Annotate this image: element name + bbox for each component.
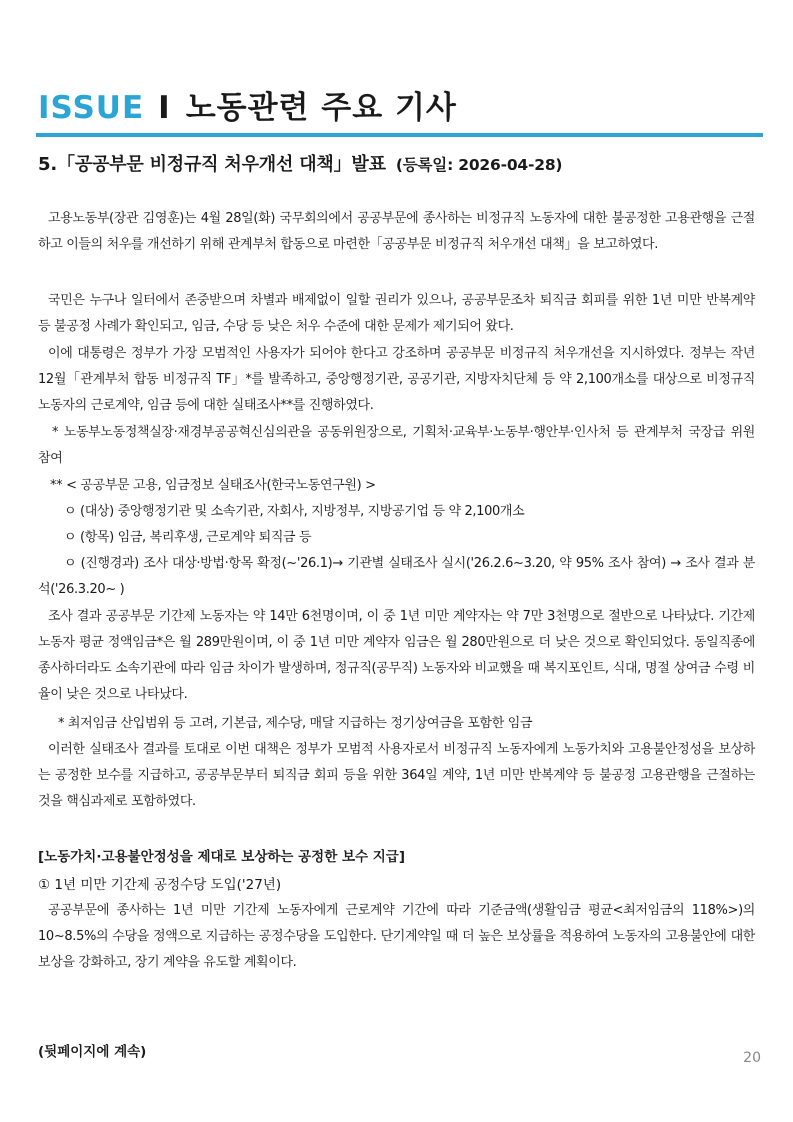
paragraph-1: 고용노동부(장관 김영훈)는 4월 28일(화) 국무회의에서 공공부문에 종사하는 비정규직 노동자에 대한 불공정한 고용관행을 근절하고 이들의 처우를 개선하기 위해 관계부처 합동으로 마련한「공공부문 비정규직 처우개선 대책」을 보고하였다. (38, 211, 755, 252)
footnote-tf-members: * 노동부노동정책실장·재경부공공혁신심의관을 공동위원장으로, 기획처·교육부·노동부·행안부·인사처 등 관계부처 국장급 위원 참여 (38, 425, 755, 466)
page-number: 20 (743, 1050, 761, 1066)
paragraph-4: 조사 결과 공공부문 기간제 노동자는 약 14만 6천명이며, 이 중 1년 미만 계약자는 약 7만 3천명으로 절반으로 나타났다. 기간제 노동자 평균 정액임금*은 월 289만원이며, 이 중 1년 미만 계약자 임금은 월 280만원으로 더 낮은 것으로 확인되었다. 동일직종에 종사하더라도 소속기관에 따라 임금 차이가 발생하며, 정규직(공무직) 노동자와 비교했을 때 복지포인트, 식대, 명절 상여금 수령 비율이 낮은 것으로 나타났다. (38, 609, 755, 702)
issue-header (38, 82, 457, 130)
article-title (38, 150, 562, 176)
item-1-heading: ① 1년 미만 기간제 공정수당 도입('27년) (38, 877, 282, 893)
paragraph-2: 국민은 누구나 일터에서 존중받으며 차별과 배제없이 일할 권리가 있으나, 공공부문조차 퇴직금 회피를 위한 1년 미만 반복계약 등 불공정 사례가 확인되고, 임금, 수당 등 낮은 처우 수준에 대한 문제가 제기되어 왔다. (38, 293, 755, 334)
item-1-body: 공공부문에 종사하는 1년 미만 기간제 노동자에게 근로계약 기간에 따라 기준금액(생활임금 평균<최저임금의 118%>)의 10~8.5%의 수당을 정액으로 지급하는 공정수당을 도입한다. 단기계약일 때 더 높은 보상률을 적용하여 노동자의 고용불안에 대한 보상을 강화하고, 장기 계약을 유도할 계획이다. (38, 903, 755, 970)
issue-title: 노동관련 주요 기사 (185, 90, 457, 126)
survey-item-target: ㅇ (대상) 중앙행정기관 및 소속기관, 자회사, 지방정부, 지방공기업 등 약 2,100개소 (64, 504, 525, 519)
survey-item-progress: ㅇ (진행경과) 조사 대상·방법·항목 확정(~'26.1)→ 기관별 실태조사 실시('26.2.6~3.20, 약 95% 조사 참여) → 조사 결과 분석('26.3.20~ ) (38, 556, 755, 597)
continued-note: (뒷페이지에 계속) (38, 1044, 147, 1060)
paragraph-3: 이에 대통령은 정부가 가장 모범적인 사용자가 되어야 한다고 강조하며 공공부문 비정규직 처우개선을 지시하였다. 정부는 작년 12월「관계부처 합동 비정규직 TF」*를 발족하고, 중앙행정기관, 공공기관, 지방자치단체 등 약 2,100개소를 대상으로 비정규직 노동자의 근로계약, 임금 등에 대한 실태조사**를 진행하였다. (38, 346, 755, 413)
article-date: (등록일: 2026-04-28) (395, 156, 563, 174)
issue-label: ISSUE (38, 90, 145, 126)
issue-separator: I (158, 90, 170, 126)
article-title-text: 5.「공공부문 비정규직 처우개선 대책」발표 (38, 154, 386, 175)
footnote-wage-definition: * 최저임금 산입범위 등 고려, 기본급, 제수당, 매달 지급하는 정기상여금을 포함한 임금 (58, 716, 533, 731)
section-heading: [노동가치·고용불안정성을 제대로 보상하는 공정한 보수 지급] (38, 849, 405, 865)
survey-item-fields: ㅇ (항목) 임금, 복리후생, 근로계약 퇴직금 등 (64, 530, 312, 545)
header-divider (36, 133, 763, 137)
paragraph-5: 이러한 실태조사 결과를 토대로 이번 대책은 정부가 모범적 사용자로서 비정규직 노동자에게 노동가치와 고용불안정성을 보상하는 공정한 보수를 지급하고, 공공부문부터 퇴직금 회피 등을 위한 364일 계약, 1년 미만 반복계약 등 불공정 고용관행을 근절하는 것을 핵심과제로 포함하였다. (38, 742, 755, 809)
footnote-survey-heading: ** < 공공부문 고용, 임금정보 실태조사(한국노동연구원) > (50, 478, 376, 493)
